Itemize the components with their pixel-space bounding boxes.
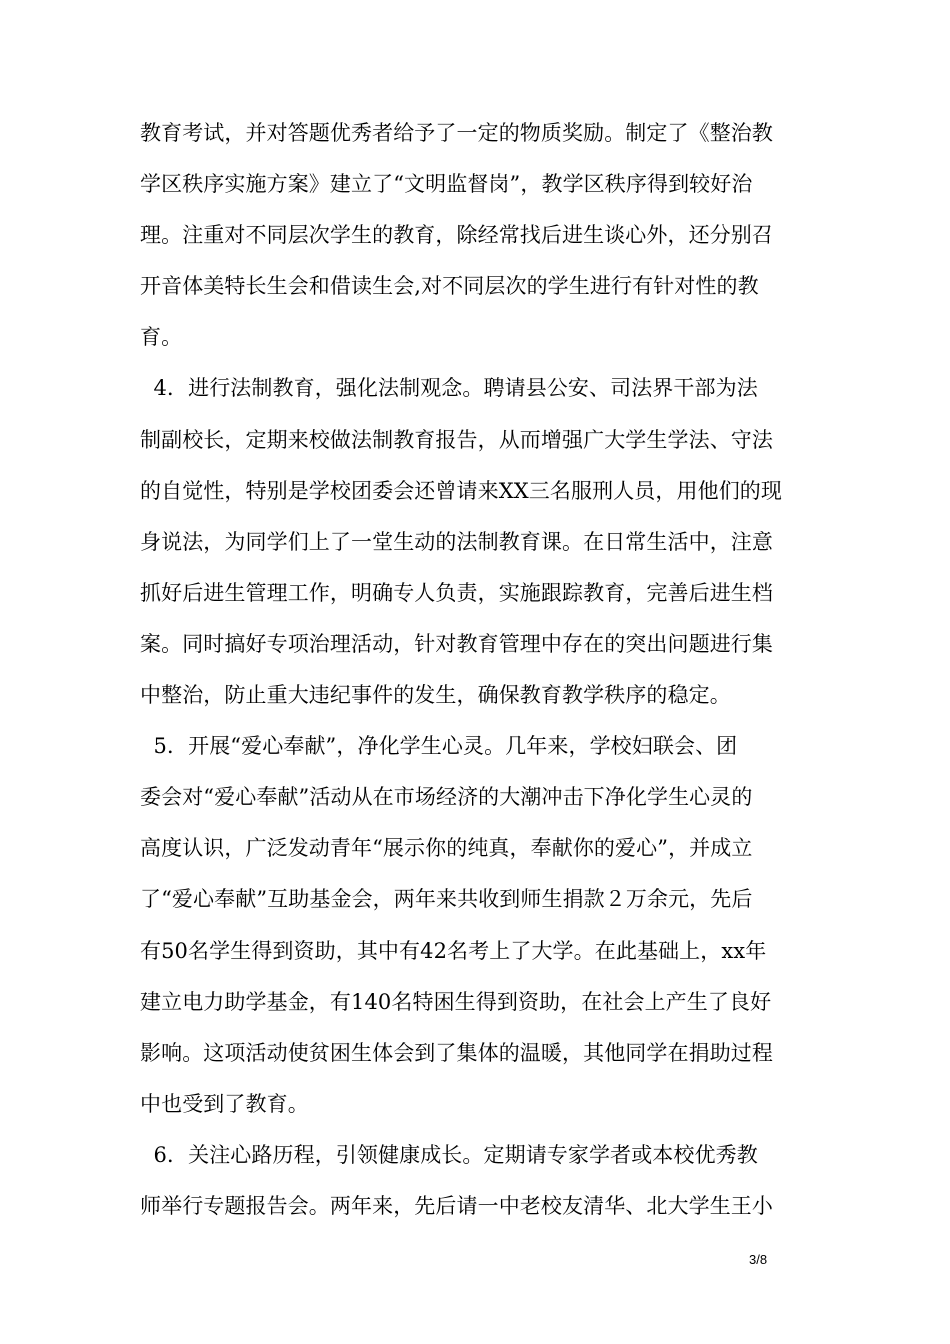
text-line: 4．进行法制教育，强化法制观念。聘请县公安、司法界干部为法 <box>140 376 758 401</box>
text-line: 6．关注心路历程，引领健康成长。定期请专家学者或本校优秀教 <box>140 1142 758 1167</box>
text-line: 案。同时搞好专项治理活动，针对教育管理中存在的突出问题进行集 <box>140 631 773 656</box>
text-line: 有50名学生得到资助，其中有42名考上了大学。在此基础上，xx年 <box>140 938 767 963</box>
text-line: 建立电力助学基金，有140名特困生得到资助，在社会上产生了良好 <box>140 989 772 1014</box>
text-line: 了“爱心奉献”互助基金会，两年来共收到师生捐款２万余元，先后 <box>140 887 753 912</box>
text-line: 抓好后进生管理工作，明确专人负责，实施跟踪教育，完善后进生档 <box>140 580 773 605</box>
body-text <box>140 108 830 1232</box>
text-line: 教育考试，并对答题优秀者给予了一定的物质奖励。制定了《整治教 <box>140 121 773 145</box>
text-line: 理。注重对不同层次学生的教育，除经常找后进生谈心外，还分别召 <box>140 223 773 248</box>
text-line: 中也受到了教育。 <box>140 1091 309 1116</box>
text-line: 开音体美特长生会和借读生会,对不同层次的学生进行有针对性的教 <box>140 274 759 299</box>
text-line: 学区秩序实施方案》建立了“文明监督岗”，教学区秩序得到较好治 <box>140 172 753 197</box>
text-line: 高度认识，广泛发动青年“展示你的纯真，奉献你的爱心”，并成立 <box>140 836 753 861</box>
text-line: 影响。这项活动使贫困生体会到了集体的温暖，其他同学在捐助过程 <box>140 1040 773 1065</box>
text-line: 5．开展“爱心奉献”，净化学生心灵。几年来，学校妇联会、团 <box>140 734 738 759</box>
text-line: 的自觉性，特别是学校团委会还曾请来XX三名服刑人员，用他们的现 <box>140 478 782 503</box>
text-line: 育。 <box>140 325 183 350</box>
text-line: 委会对“爱心奉献”活动从在市场经济的大潮冲击下净化学生心灵的 <box>140 785 753 810</box>
text-line: 制副校长，定期来校做法制教育报告，从而增强广大学生学法、守法 <box>140 427 773 452</box>
text-line: 中整治，防止重大违纪事件的发生，确保教育教学秩序的稳定。 <box>140 683 731 708</box>
text-line: 师举行专题报告会。两年来，先后请一中老校友清华、北大学生王小 <box>140 1193 773 1218</box>
text-line: 身说法，为同学们上了一堂生动的法制教育课。在日常生活中，注意 <box>140 529 773 554</box>
page-number: 3/8 <box>749 1252 768 1267</box>
